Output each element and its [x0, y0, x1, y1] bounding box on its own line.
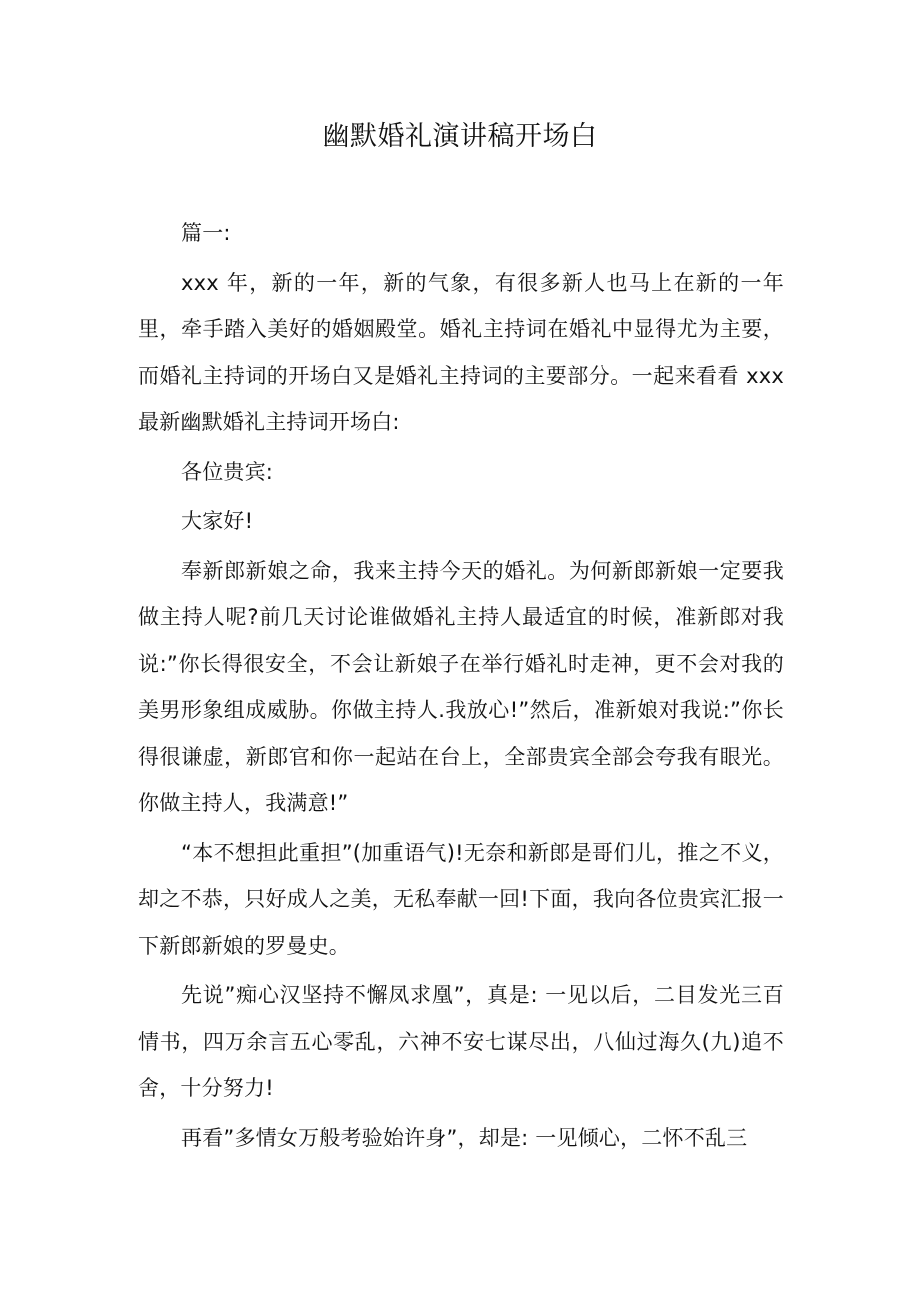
paragraph-accept-role: “本不想担此重担”(加重语气)!无奈和新郎是哥们儿，推之不义，却之不恭，只好成人之美，无私奉献一回!下面，我向各位贵宾汇报一下新郎新娘的罗曼史。 [138, 840, 784, 958]
paragraph-bride-story: 再看”多情女万般考验始许身”，却是: 一见倾心，二怀不乱三 [181, 1125, 748, 1150]
paragraph-greeting-all: 大家好! [181, 509, 254, 533]
paragraph-host-story: 奉新郎新娘之命，我来主持今天的婚礼。为何新郎新娘一定要我做主持人呢?前几天讨论谁做婚礼主持人最适宜的时候，准新郎对我说:”你长得很安全，不会让新娘子在举行婚礼时走神，更不会对我的美男形象组成威胁。你做主持人.我放心!”然后，准新娘对我说:”你长得很谦虚，新郎官和你一起站在台上，全部贵宾全部会夸我有眼光。你做主持人，我满意!” [138, 558, 784, 815]
document-title: 幽默婚礼演讲稿开场白 [322, 121, 598, 152]
document-body [138, 210, 784, 1164]
paragraph-section-label: 篇一: [181, 221, 231, 245]
paragraph-groom-story: 先说”痴心汉坚持不懈凤求凰”，真是: 一见以后，二目发光三百情书，四万余言五心零乱，六神不安七谋尽出，八仙过海久(九)追不舍，十分努力! [138, 983, 784, 1100]
paragraph-intro: xxx 年，新的一年，新的气象，有很多新人也马上在新的一年里，牵手踏入美好的婚姻殿堂。婚礼主持词在婚礼中显得尤为主要，而婚礼主持词的开场白又是婚礼主持词的主要部分。一起来看看 xxx 最新幽默婚礼主持词开场白: [138, 270, 784, 434]
paragraph-greeting-guests: 各位贵宾: [181, 459, 274, 484]
